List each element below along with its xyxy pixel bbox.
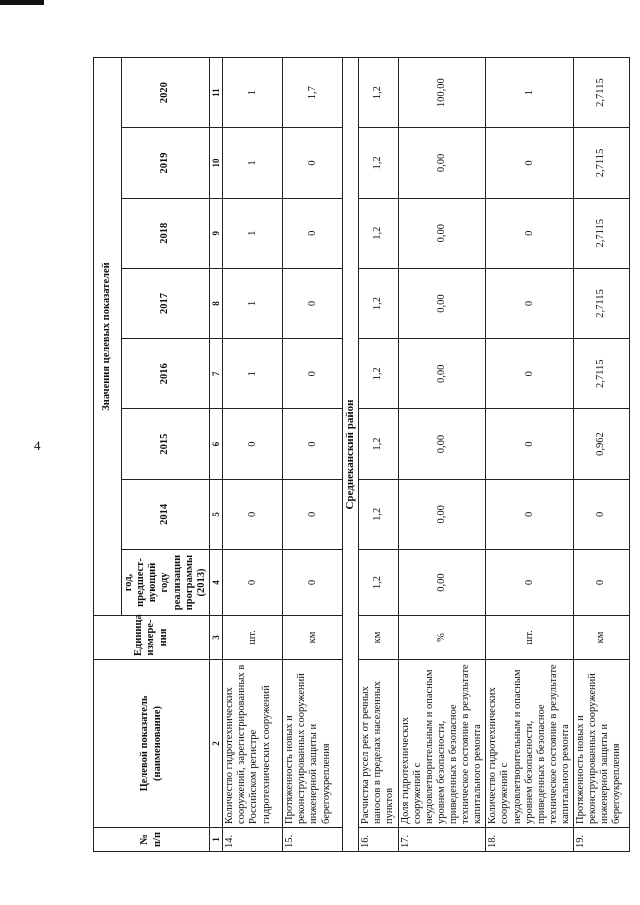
row-value: 2,7115 <box>573 58 629 128</box>
column-number: 6 <box>210 409 223 479</box>
column-number: 8 <box>210 268 223 338</box>
header-year: 2019 <box>122 128 210 198</box>
row-value: 2,7115 <box>573 198 629 268</box>
row-num: 18. <box>486 828 573 852</box>
row-value: 1,2 <box>358 479 398 549</box>
row-value: 2,7115 <box>573 128 629 198</box>
row-unit: шт. <box>486 616 573 660</box>
header-values-group: Значения целевых показателей <box>94 58 122 616</box>
column-number: 10 <box>210 128 223 198</box>
row-value: 0 <box>486 479 573 549</box>
row-value: 0 <box>283 339 343 409</box>
table-row <box>358 58 398 852</box>
header-base-year: год, предшест-вующий году реализации программы (2013) <box>122 550 210 616</box>
column-number: 1 <box>210 828 223 852</box>
page-number: 4 <box>34 438 41 453</box>
header-unit: Единица измере-ния <box>94 616 210 660</box>
row-unit: км <box>283 616 343 660</box>
row-value: 0 <box>486 339 573 409</box>
row-value: 100,00 <box>398 58 485 128</box>
row-value: 0 <box>573 550 629 616</box>
row-value: 0 <box>573 479 629 549</box>
column-number: 4 <box>210 550 223 616</box>
row-indicator: Расчистка русел рек от речных наносов в пределах населенных пунктов <box>358 660 398 828</box>
row-value: 1,2 <box>358 550 398 616</box>
indicators-table <box>93 57 630 852</box>
row-unit: км <box>358 616 398 660</box>
row-value: 1,2 <box>358 339 398 409</box>
row-num: 14. <box>223 828 283 852</box>
row-unit: % <box>398 616 485 660</box>
row-value: 0,962 <box>573 409 629 479</box>
row-num: 19. <box>573 828 629 852</box>
row-value: 0,00 <box>398 550 485 616</box>
header-year: 2017 <box>122 268 210 338</box>
header-num: № п/п <box>94 828 210 852</box>
scan-edge-mark <box>0 0 44 5</box>
row-value: 0 <box>486 409 573 479</box>
column-number: 7 <box>210 339 223 409</box>
header-year: 2018 <box>122 198 210 268</box>
column-number: 2 <box>210 660 223 828</box>
row-indicator: Протяженность новых и реконструированных сооружений инженерной защиты и берегоукрепления <box>283 660 343 828</box>
column-number-row <box>210 58 223 852</box>
row-num: 17. <box>398 828 485 852</box>
row-value: 1 <box>223 198 283 268</box>
row-value: 0 <box>283 268 343 338</box>
column-number: 9 <box>210 198 223 268</box>
row-value: 1,2 <box>358 409 398 479</box>
row-value: 0 <box>283 128 343 198</box>
column-number: 3 <box>210 616 223 660</box>
row-value: 1 <box>223 339 283 409</box>
row-value: 1 <box>223 128 283 198</box>
table-row <box>283 58 343 852</box>
row-value: 0 <box>283 409 343 479</box>
row-value: 2,7115 <box>573 268 629 338</box>
row-value: 0 <box>486 268 573 338</box>
row-value: 0 <box>486 128 573 198</box>
row-value: 0 <box>223 550 283 616</box>
region-heading: Среднеканский район <box>343 58 359 852</box>
row-value: 0 <box>223 479 283 549</box>
row-value: 0 <box>223 409 283 479</box>
header-indicator: Целевой показатель (наименование) <box>94 660 210 828</box>
row-value: 0 <box>283 198 343 268</box>
row-value: 2,7115 <box>573 339 629 409</box>
row-value: 0,00 <box>398 128 485 198</box>
row-indicator: Протяженность новых и реконструированных сооружений инженерной защиты и берегоукрепления <box>573 660 629 828</box>
row-value: 1 <box>223 268 283 338</box>
column-number: 5 <box>210 479 223 549</box>
row-value: 0,00 <box>398 409 485 479</box>
row-value: 0,00 <box>398 198 485 268</box>
row-num: 16. <box>358 828 398 852</box>
row-indicator: Количество гидротехнических сооружений с неудовлетворительным и опасным уровнем безопасности, приведенных в безопасное техническое состояние в результате капитального ремонта <box>486 660 573 828</box>
table-row <box>486 58 573 852</box>
row-value: 0,00 <box>398 339 485 409</box>
row-value: 0 <box>486 550 573 616</box>
row-indicator: Доля гидротехнических сооружений с неудовлетворительным и опасным уровнем безопасности, приведенных в безопасное техническое состояние в результате капитального ремонта <box>398 660 485 828</box>
row-value: 0 <box>283 550 343 616</box>
row-value: 1 <box>223 58 283 128</box>
header-year: 2014 <box>122 479 210 549</box>
row-value: 1,2 <box>358 58 398 128</box>
header-year: 2016 <box>122 339 210 409</box>
row-unit: шт. <box>223 616 283 660</box>
row-indicator: Количество гидротехнических сооружений, зарегистрированных в Российском регистре гидротехнических сооружений <box>223 660 283 828</box>
row-value: 0,00 <box>398 479 485 549</box>
header-year: 2020 <box>122 58 210 128</box>
row-unit: км <box>573 616 629 660</box>
row-value: 1,2 <box>358 128 398 198</box>
row-value: 1,2 <box>358 268 398 338</box>
table-row <box>573 58 629 852</box>
row-value: 1 <box>486 58 573 128</box>
row-value: 1,7 <box>283 58 343 128</box>
column-number: 11 <box>210 58 223 128</box>
indicators-table-container <box>93 57 623 852</box>
table-row <box>398 58 485 852</box>
row-value: 0 <box>486 198 573 268</box>
header-year: 2015 <box>122 409 210 479</box>
table-row <box>223 58 283 852</box>
row-num: 15. <box>283 828 343 852</box>
row-value: 0,00 <box>398 268 485 338</box>
row-value: 1,2 <box>358 198 398 268</box>
row-value: 0 <box>283 479 343 549</box>
